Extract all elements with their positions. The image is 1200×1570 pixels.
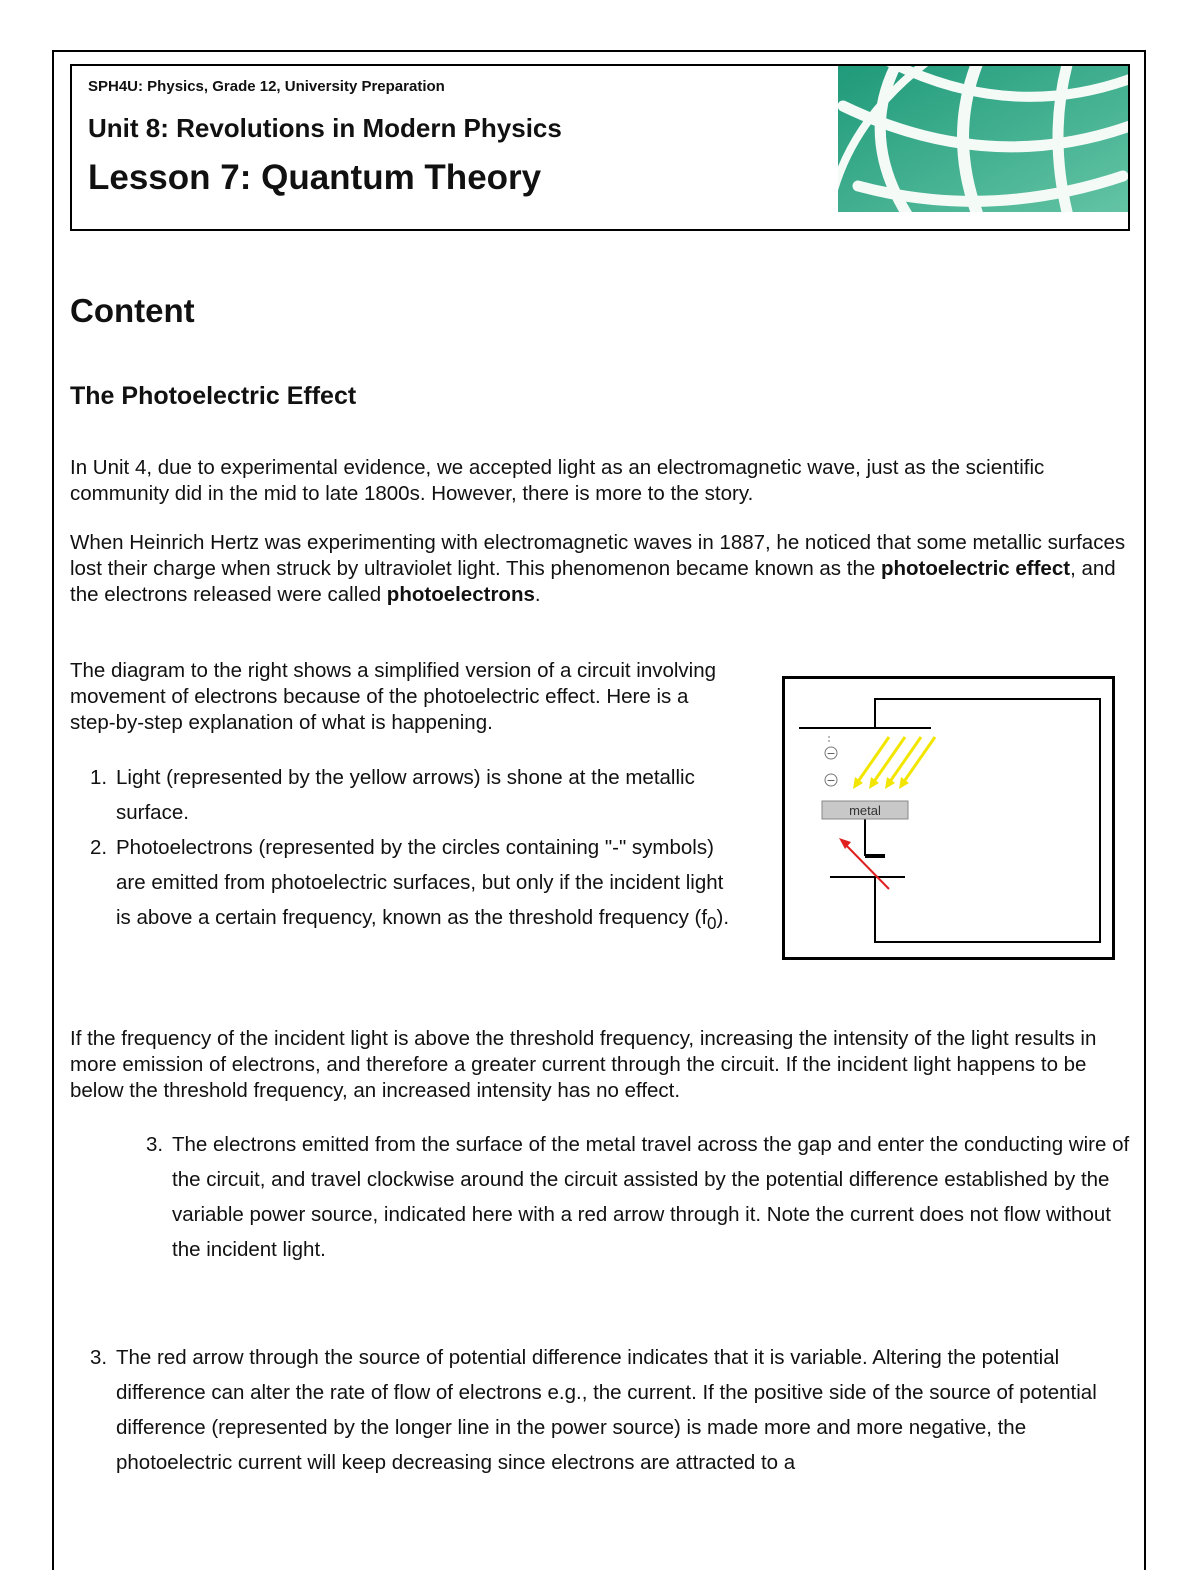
lesson-title: Lesson 7: Quantum Theory — [88, 158, 542, 197]
list-item — [90, 1340, 1140, 1480]
light-arrow — [873, 737, 905, 783]
globe-grid-icon — [838, 66, 1130, 212]
content-heading: Content — [70, 292, 195, 329]
subscript: 0 — [707, 914, 717, 934]
steps-list — [90, 760, 740, 941]
list-item-text: Photoelectrons (represented by the circles containing "-" symbols) are emitted from photoelectric surfaces, but only if the incident light is above a certain frequency, known as the threshold frequency (f — [116, 836, 724, 929]
metal-label: metal — [849, 803, 881, 818]
list-item-text: The red arrow through the source of potential difference indicates that it is variable. Altering the potential difference can alter the rate of flow of electrons e.g., the current. If the positive side of the source of potential difference (represented by the longer line in the power source) is made more and more negative, the photoelectric current will keep decreasing since electrons are attracted to a — [116, 1346, 1097, 1474]
list-item-number: 1. — [90, 766, 108, 789]
course-title: SPH4U: Physics, Grade 12, University Preparation — [88, 78, 445, 95]
term-photoelectrons: photoelectrons — [386, 583, 535, 606]
electron-symbol: − — [826, 774, 836, 787]
list-item-text: Light (represented by the yellow arrows) is shone at the metallic surface. — [116, 766, 695, 824]
light-arrow — [903, 737, 935, 783]
circuit-wire — [875, 699, 1100, 942]
steps-list-continued — [146, 1127, 1136, 1267]
list-item — [146, 1127, 1136, 1267]
diagram-intro-paragraph: The diagram to the right shows a simplified version of a circuit involving movement of electrons because of the photoelectric effect. Here is a step-by-step explanation of what is happening. — [70, 659, 717, 734]
light-arrow — [857, 737, 889, 783]
hertz-text: When Heinrich Hertz was experimenting with electromagnetic waves in 1887, he noticed that some metallic surfaces lost their charge when struck by ultraviolet light. This phenomenon became known as the — [70, 531, 1126, 580]
light-arrow — [889, 737, 921, 783]
lesson-header — [70, 64, 1130, 231]
list-item-text-end: ). — [716, 906, 730, 929]
list-item-text: The electrons emitted from the surface of the metal travel across the gap and enter the conducting wire of the circuit, and travel clockwise around the circuit assisted by the potential difference established by the variable power source, indicated here with a red arrow through it. Note the current does not flow without the incident light. — [172, 1133, 1130, 1261]
hertz-text-middle: , and the electrons released were called — [70, 557, 1116, 606]
list-item — [90, 830, 740, 941]
intensity-paragraph: If the frequency of the incident light is above the threshold frequency, increasing the intensity of the light results in more emission of electrons, and therefore a greater current through the circuit. If the incident light happens to be below the threshold frequency, an increased intensity has no effect. — [70, 1027, 1097, 1102]
intro-paragraph: In Unit 4, due to experimental evidence, we accepted light as an electromagnetic wave, just as the scientific community did in the mid to late 1800s. However, there is more to the story. — [70, 456, 1045, 505]
photoelectric-circuit-diagram — [782, 676, 1115, 960]
list-item-number: 2. — [90, 836, 108, 859]
term-photoelectric-effect: photoelectric effect — [880, 557, 1071, 580]
unit-title: Unit 8: Revolutions in Modern Physics — [88, 113, 562, 143]
list-item-number: 3. — [90, 1346, 108, 1369]
hertz-text-end: . — [534, 583, 541, 606]
hertz-paragraph — [70, 530, 1140, 608]
list-item — [90, 760, 740, 830]
electron-symbol: − — [826, 747, 836, 760]
steps-list-variable-source — [90, 1340, 1140, 1480]
section-heading: The Photoelectric Effect — [70, 382, 357, 410]
list-item-number: 3. — [146, 1133, 164, 1156]
circuit-svg — [785, 679, 1112, 957]
